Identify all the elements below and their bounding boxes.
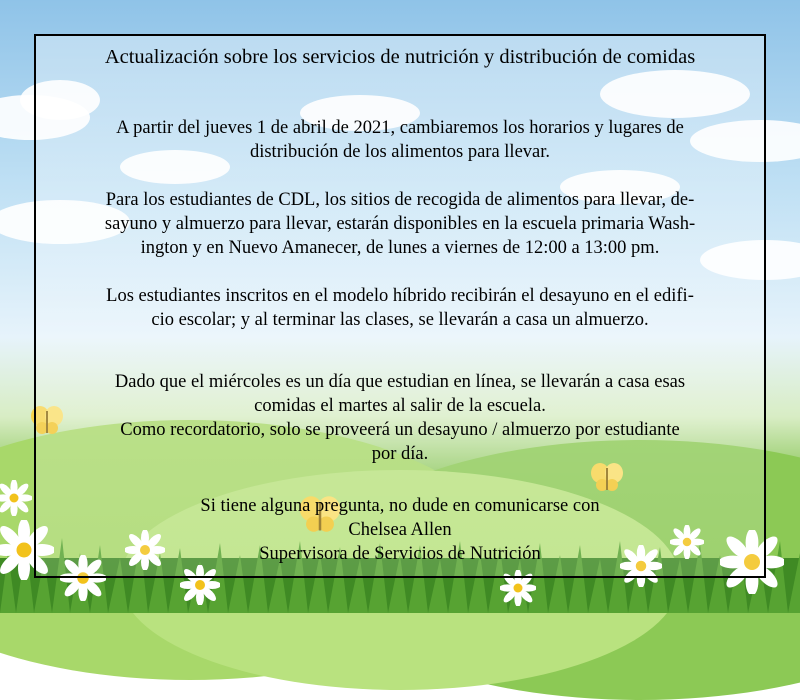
paragraph-cdl-sites (52, 188, 748, 260)
text-line: cio escolar; y al terminar las clases, se llevarán a casa un almuerzo. (151, 310, 649, 330)
text-line: ington y en Nuevo Amanecer, de lunes a viernes de 12:00 a 13:00 pm. (140, 238, 660, 258)
text-line: Dado que el miércoles es un día que estudian en línea, se llevarán a casa esas (114, 372, 686, 392)
paragraph-wednesday-meals (52, 370, 748, 466)
paragraph-contact (52, 494, 748, 566)
text-line: por día. (371, 444, 429, 464)
text-line: Los estudiantes inscritos en el modelo híbrido recibirán el desayuno en el edifi- (106, 286, 694, 306)
text-line: distribución de los alimentos para llevar. (249, 142, 551, 162)
announcement-frame (34, 34, 766, 578)
text-line: sayuno y almuerzo para llevar, estarán disponibles en la escuela primaria Wash- (104, 214, 696, 234)
text-line: Para los estudiantes de CDL, los sitios de recogida de alimentos para llevar, de- (105, 190, 695, 210)
daisy-icon (0, 480, 32, 516)
paragraph-hybrid-students (52, 284, 748, 332)
announcement-title: Actualización sobre los servicios de nutrición y distribución de comidas (104, 46, 696, 68)
text-line: comidas el martes al salir de la escuela. (254, 396, 546, 416)
text-line: A partir del jueves 1 de abril de 2021, cambiaremos los horarios y lugares de (116, 118, 684, 138)
text-line: Como recordatorio, solo se proveerá un desayuno / almuerzo por estudiante (120, 420, 680, 440)
contact-name: Chelsea Allen (348, 520, 452, 540)
contact-role: Supervisora de Servicios de Nutrición (259, 544, 541, 564)
text-line: Si tiene alguna pregunta, no dude en comunicarse con (200, 496, 600, 516)
paragraph-schedule-change (52, 116, 748, 164)
